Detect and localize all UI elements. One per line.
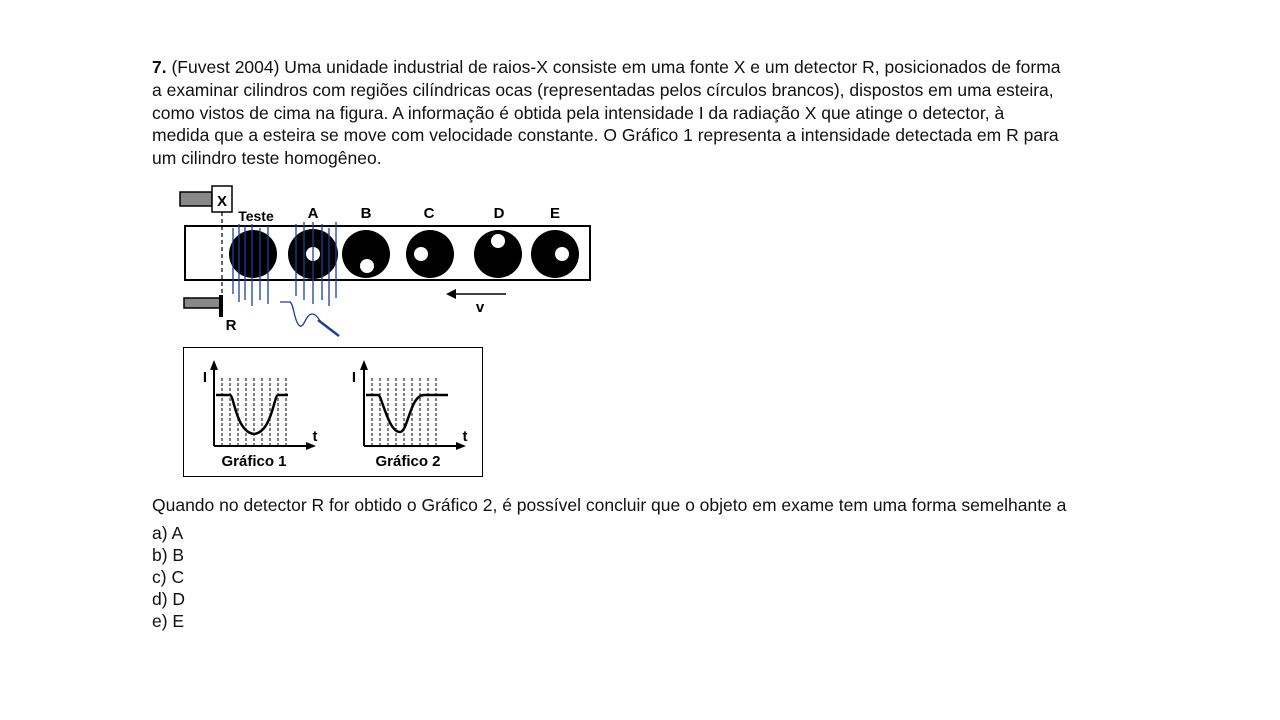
option-a[interactable]: a) A (152, 523, 184, 543)
graph-1-curve (216, 395, 288, 434)
cylinder-e (531, 230, 579, 278)
question-line-1-text: (Fuvest 2004) Uma unidade industrial de raios-X consiste em uma fonte X e um detector R, posicionados de forma (171, 57, 1061, 77)
graph-1 (203, 360, 318, 470)
question-line-2: a examinar cilindros com regiões cilíndricas ocas (representadas pelos círculos brancos), dispostos em uma esteira, (152, 79, 1054, 100)
question-line-5: um cilindro teste homogêneo. (152, 148, 382, 169)
graph-2-caption: Gráfico 2 (375, 453, 441, 470)
velocity-label: v (475, 299, 485, 316)
graphs-panel (183, 347, 483, 477)
cylinder-teste (229, 230, 277, 278)
cylinder-label-b: B (360, 205, 372, 222)
detector-mount (184, 298, 220, 308)
cylinder-c (406, 230, 454, 278)
graph-1-caption: Gráfico 1 (221, 453, 287, 470)
detector-bar (219, 295, 223, 317)
question-text (152, 56, 1162, 170)
option-d[interactable]: d) D (152, 589, 186, 609)
cylinder-label-d: D (493, 205, 505, 222)
graph-2-y-label: I (351, 369, 357, 386)
graph-1-y-label: I (202, 369, 208, 386)
option-b[interactable]: b) B (152, 545, 185, 565)
source-label: X (216, 193, 228, 210)
answer-options (152, 522, 185, 632)
graph-1-x-label: t (312, 428, 318, 445)
graphs-svg (184, 348, 481, 475)
cylinder-label-c: C (423, 205, 435, 222)
option-c[interactable]: c) C (152, 567, 185, 587)
question-line-4: medida que a esteira se move com velocidade constante. O Gráfico 1 representa a intensidade detectada em R para (152, 125, 1059, 146)
cylinder-label-e: E (549, 205, 561, 222)
cylinder-b (342, 230, 390, 278)
detector-label: R (225, 317, 237, 334)
question-number: 7. (152, 57, 167, 77)
conveyor-figure (176, 182, 596, 342)
velocity-arrowhead (446, 289, 456, 299)
graph-2-x-label: t (462, 428, 468, 445)
cylinder-d (474, 230, 522, 278)
cylinder-label-teste: Teste (238, 208, 274, 224)
source-mount (180, 192, 212, 206)
prompt-text: Quando no detector R for obtido o Gráfico 2, é possível concluir que o objeto em exame tem uma forma semelhante a (152, 495, 1067, 515)
option-e[interactable]: e) E (152, 611, 185, 631)
question-line-1 (152, 56, 1162, 79)
cylinder-label-a: A (307, 205, 319, 222)
graph-2 (352, 360, 468, 470)
question-line-3: como vistos de cima na figura. A informação é obtida pela intensidade I da radiação X que atinge o detector, à (152, 102, 1005, 123)
